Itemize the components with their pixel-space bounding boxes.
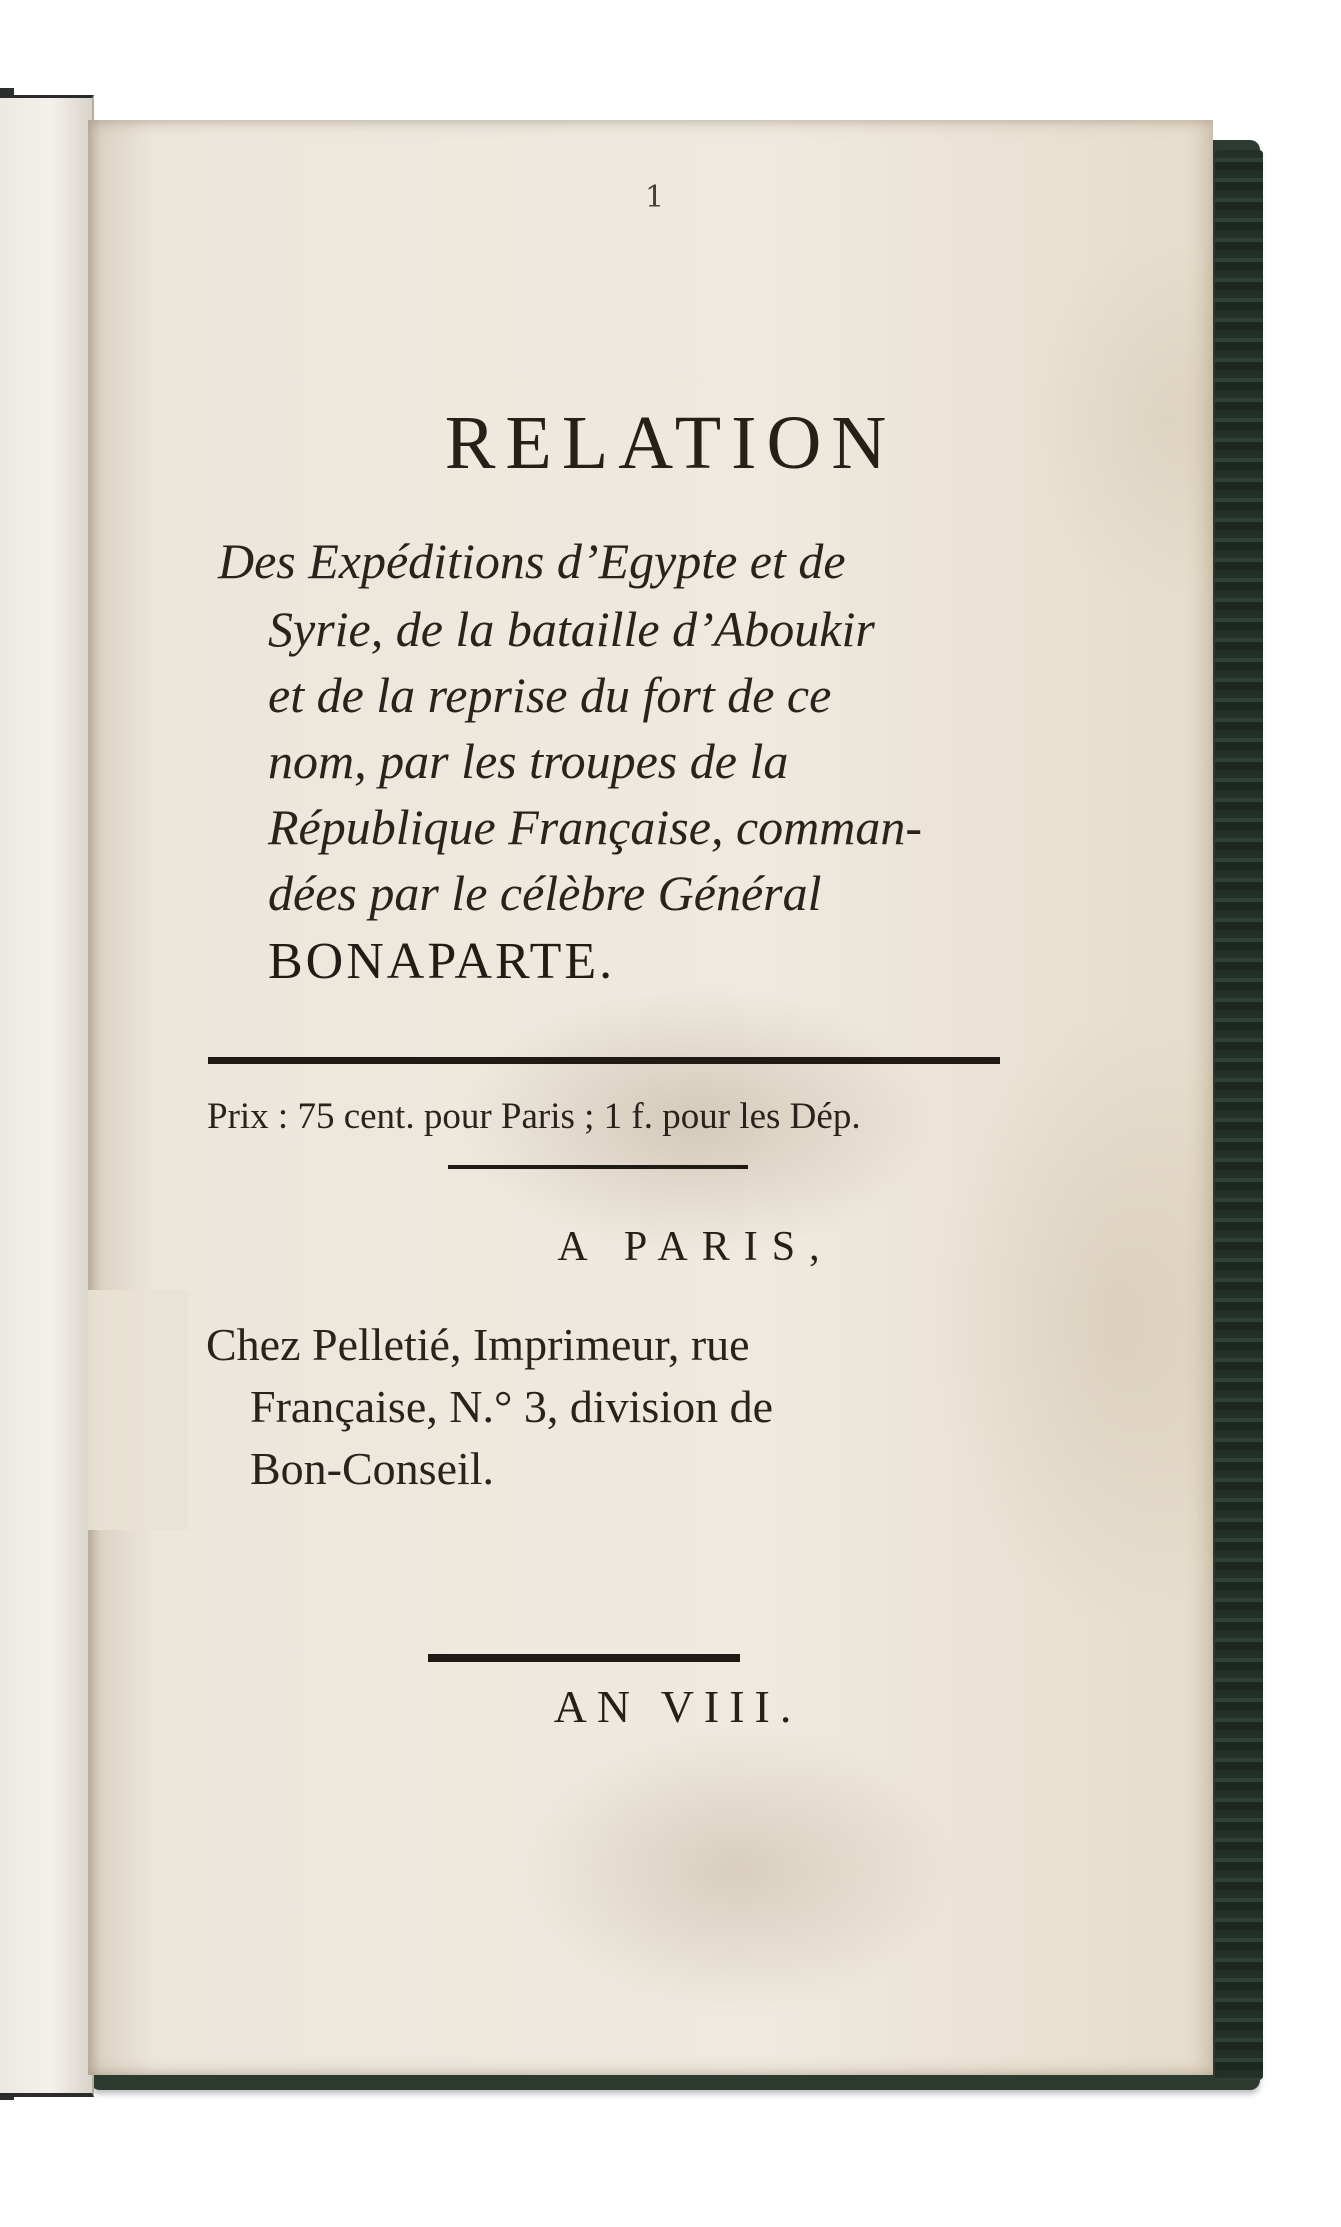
subject-name: BONAPARTE.	[268, 933, 616, 990]
left-page-leaf	[0, 95, 94, 2097]
subtitle-line-4: nom, par les troupes de la	[268, 733, 789, 789]
publisher-line-2: Française, N.° 3, division de	[250, 1381, 774, 1432]
top-rule	[208, 1057, 1000, 1064]
subtitle-line-6: dées par le célèbre Général	[268, 865, 822, 921]
subtitle-line-2: Syrie, de la bataille d’Aboukir	[268, 601, 875, 657]
torn-paper-fragment	[88, 1290, 188, 1530]
document-title: RELATION	[444, 401, 897, 485]
subtitle-line-1: Des Expéditions d’Egypte et de	[218, 533, 846, 589]
publication-date: AN VIII.	[553, 1681, 802, 1732]
page-number: 1	[645, 180, 665, 215]
place-of-publication: A PARIS,	[557, 1224, 834, 1270]
date-rule	[428, 1654, 740, 1662]
price-line: Prix : 75 cent. pour Paris ; 1 f. pour les Dép.	[207, 1096, 861, 1137]
publisher-line-1: Chez Pelletié, Imprimeur, rue	[206, 1319, 750, 1370]
publisher-line-3: Bon-Conseil.	[250, 1443, 495, 1494]
short-rule	[448, 1165, 748, 1169]
subtitle-line-3: et de la reprise du fort de ce	[268, 667, 832, 723]
subtitle-line-5: République Française, comman-	[268, 799, 923, 855]
